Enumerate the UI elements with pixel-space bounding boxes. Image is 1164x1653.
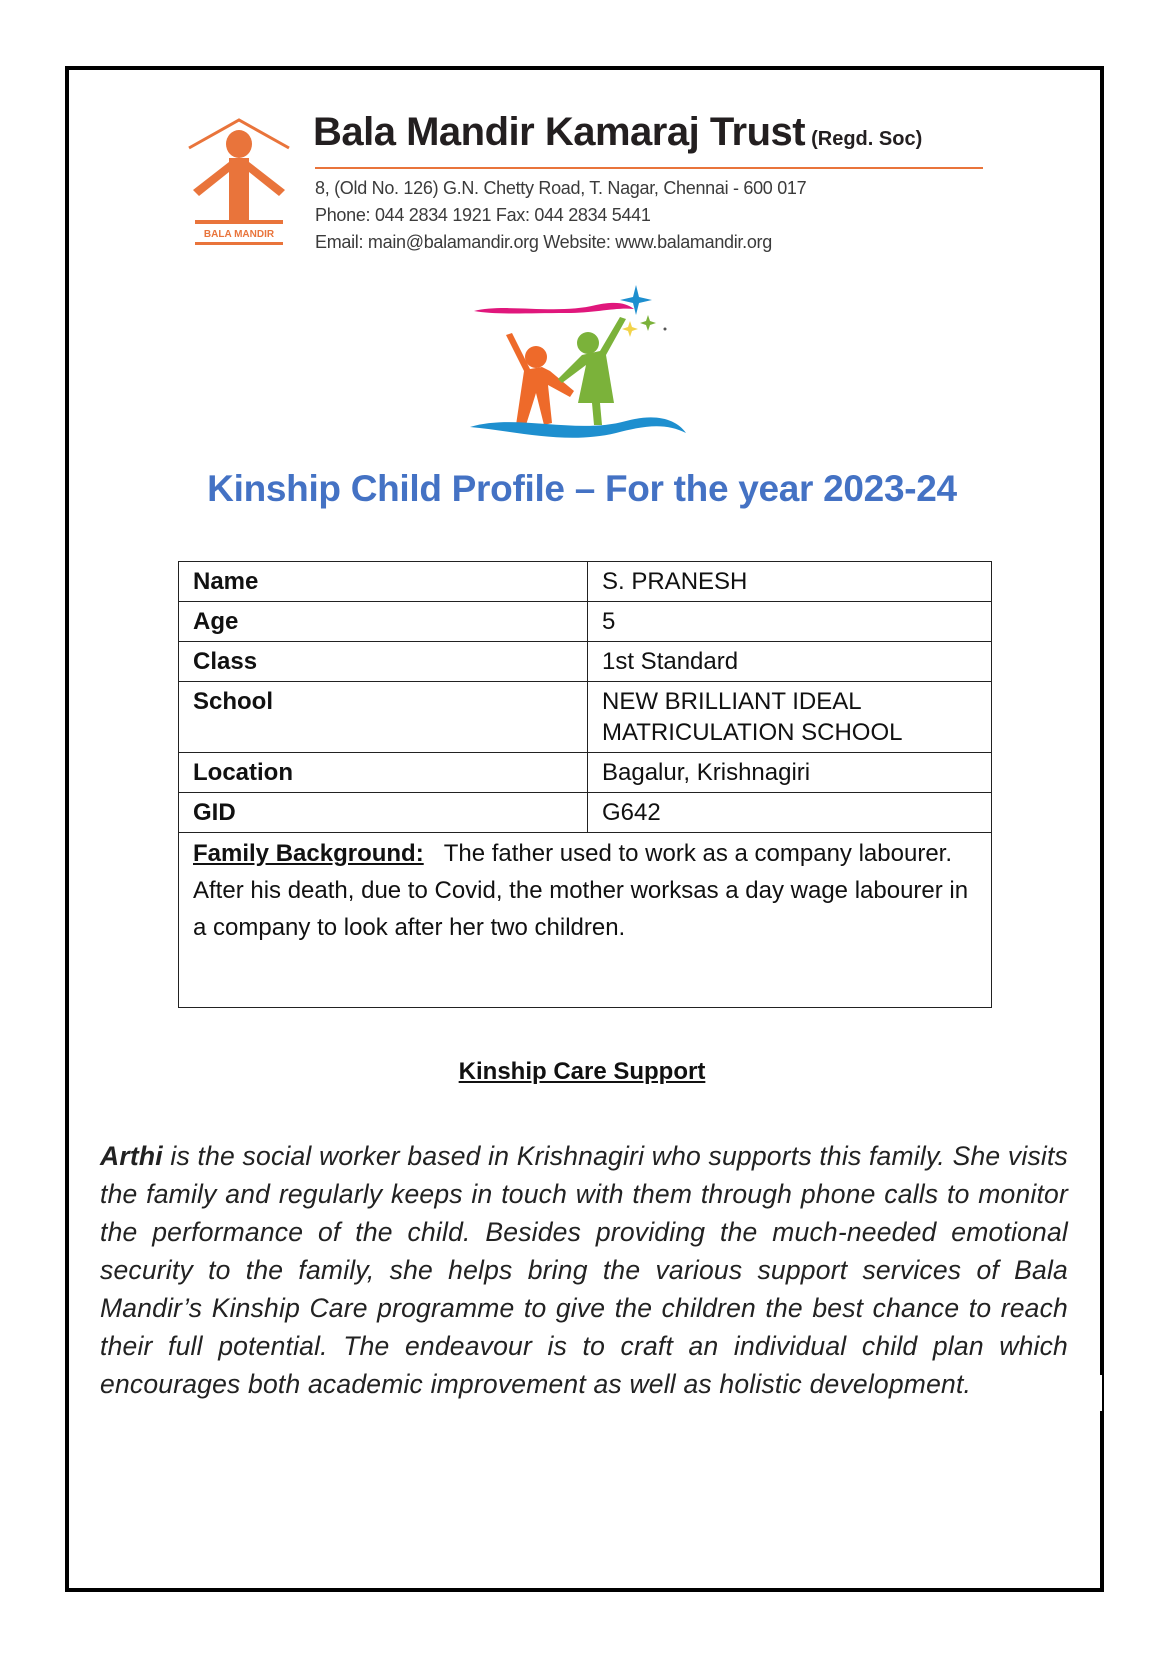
table-row-family-background (179, 833, 992, 1008)
field-label: Class (179, 642, 588, 682)
org-registration: (Regd. Soc) (811, 128, 923, 150)
green-child-figure (558, 317, 626, 425)
sparkle-icon (620, 285, 667, 337)
field-value-gid: G642 (588, 793, 992, 833)
org-address: 8, (Old No. 126) G.N. Chetty Road, T. Nagar, Chennai - 600 017 (315, 178, 807, 198)
kinship-support-paragraph (100, 1137, 1068, 1403)
child-profile-table (178, 561, 992, 1008)
bala-mandir-logo-icon (185, 118, 293, 250)
org-email-website: Email: main@balamandir.org Website: www.balamandir.org (315, 232, 772, 252)
logo-caption: BALA MANDIR (203, 229, 275, 240)
document-title: Kinship Child Profile – For the year 2023-24 (207, 468, 957, 509)
field-value-school (588, 682, 992, 753)
table-row-class (179, 642, 992, 682)
family-background-cell (179, 833, 992, 1008)
org-name-text: Bala Mandir Kamaraj Trust (313, 110, 806, 154)
field-label: School (179, 682, 588, 753)
table-row-school (179, 682, 992, 753)
field-value-age: 5 (588, 602, 992, 642)
border-gap (1096, 1375, 1102, 1411)
family-background-text: The father used to work as a company labourer. After his death, due to Covid, the mother worksas a day wage labourer in a company to look after her two children. (193, 840, 969, 941)
field-label: Location (179, 753, 588, 793)
family-background-label: Family Background: (193, 840, 424, 867)
school-line-1: NEW BRILLIANT IDEAL (602, 688, 862, 715)
field-value-name: S. PRANESH (588, 562, 992, 602)
kinship-children-logo (466, 285, 696, 450)
field-label: Age (179, 602, 588, 642)
section-heading-kinship-care-support: Kinship Care Support (458, 1058, 706, 1085)
header-rule (315, 167, 983, 169)
table-row-age (179, 602, 992, 642)
school-line-2: MATRICULATION SCHOOL (602, 719, 903, 746)
field-label: GID (179, 793, 588, 833)
org-name (313, 110, 922, 155)
org-phone-fax: Phone: 044 2834 1921 Fax: 044 2834 5441 (315, 205, 651, 225)
field-value-class: 1st Standard (588, 642, 992, 682)
support-text: is the social worker based in Krishnagiri who supports this family. She visits the family and regularly keeps in touch with them through phone calls to monitor the performance of the child. Besides providing the much-needed emotional security to the family, she helps bring the various support services of Bala Mandir’s Kinship Care programme to give the children the best chance to reach their full potential. The endeavour is to craft an individual child plan which encourages both academic improvement as well as holistic development. (100, 1140, 1068, 1399)
table-row-name (179, 562, 992, 602)
field-label: Name (179, 562, 588, 602)
table-row-gid (179, 793, 992, 833)
social-worker-name: Arthi (100, 1140, 163, 1171)
field-value-location: Bagalur, Krishnagiri (588, 753, 992, 793)
table-row-location (179, 753, 992, 793)
